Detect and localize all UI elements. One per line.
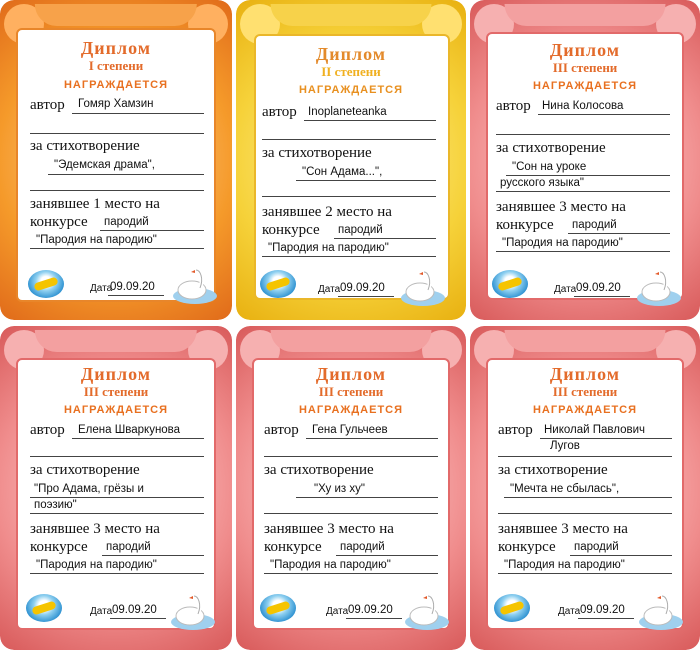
author-line-2: [496, 134, 670, 135]
place-label: занявшее 3 место на: [264, 521, 394, 537]
contest-name: "Пародия на пародию": [504, 559, 625, 571]
date-value: 09.09.20: [580, 604, 625, 616]
poem-line-2: [498, 513, 672, 514]
poem-line: [296, 180, 436, 181]
date-line: [578, 618, 634, 619]
author-label: автор: [30, 422, 65, 438]
diploma-2: [236, 0, 466, 320]
contest-label: конкурсе: [264, 539, 322, 555]
date-line: [108, 295, 164, 296]
diploma-title: Диплом: [80, 38, 152, 58]
crest-ornament: [35, 4, 197, 26]
diploma-4: [0, 326, 232, 650]
author-name: Гомяр Хамзин: [78, 98, 154, 110]
place-label: занявшее 1 место на: [30, 196, 160, 212]
crest-ornament: [505, 4, 666, 26]
diploma-title: Диплом: [549, 364, 621, 384]
contest-logo: [260, 594, 296, 622]
contest-name-line: [30, 573, 204, 574]
poem-label: за стихотворение: [30, 462, 140, 478]
contest-logo: [26, 594, 62, 622]
contest-type: пародий: [574, 541, 619, 553]
contest-name: "Пародия на пародию": [268, 242, 389, 254]
contest-label: конкурсе: [498, 539, 556, 555]
poem-title-1: "Сон на уроке: [512, 161, 587, 173]
date-value: 09.09.20: [112, 604, 157, 616]
swan-image: [170, 262, 220, 306]
diploma-1: [0, 0, 232, 320]
author-line: [306, 438, 438, 439]
contest-line: [336, 555, 438, 556]
awarded-label: НАГРАЖДАЕТСЯ: [63, 404, 169, 416]
diploma-degree: III степени: [83, 384, 149, 399]
poem-label: за стихотворение: [498, 462, 608, 478]
date-label: Дата: [326, 606, 349, 617]
date-line: [338, 296, 394, 297]
crest-ornament: [271, 330, 432, 352]
poem-line: [504, 497, 672, 498]
date-line: [110, 618, 166, 619]
poem-line: [30, 497, 204, 498]
poem-title-1: "Сон Адама...",: [302, 166, 383, 178]
diploma-3: [470, 0, 700, 320]
contest-name: "Пародия на пародию": [270, 559, 391, 571]
place-label: занявшее 3 место на: [30, 521, 160, 537]
contest-line: [570, 555, 672, 556]
poem-label: за стихотворение: [496, 140, 606, 156]
contest-logo: [28, 270, 64, 298]
date-line: [574, 296, 630, 297]
awarded-label: НАГРАЖДАЕТСЯ: [298, 404, 404, 416]
contest-line: [100, 230, 204, 231]
swan-image: [168, 588, 218, 632]
poem-line-2: [262, 196, 436, 197]
contest-name: "Пародия на пародию": [36, 559, 157, 571]
contest-type: пародий: [338, 224, 383, 236]
author-line-2: [262, 139, 436, 140]
contest-type: пародий: [106, 541, 151, 553]
place-label: занявшее 2 место на: [262, 204, 392, 220]
poem-title-1: "Мечта не сбылась",: [510, 483, 620, 495]
contest-logo: [260, 270, 296, 298]
crest-ornament: [35, 330, 197, 352]
date-label: Дата: [90, 283, 113, 294]
contest-type: пародий: [104, 216, 149, 228]
poem-line: [296, 497, 438, 498]
poem-title-1: "Эдемская драма",: [54, 159, 155, 171]
author-line: [304, 120, 436, 121]
author-line: [72, 438, 204, 439]
contest-type: пародий: [572, 219, 617, 231]
awarded-label: НАГРАЖДАЕТСЯ: [532, 80, 638, 92]
crest-ornament: [505, 330, 666, 352]
diploma-degree: III степени: [552, 60, 618, 75]
poem-title-1: "Про Адама, грёзы и: [34, 483, 144, 495]
diploma-6: [470, 326, 700, 650]
date-value: 09.09.20: [348, 604, 393, 616]
contest-name-line: [496, 251, 670, 252]
contest-name-line: [262, 256, 436, 257]
poem-title-2: русского языка": [500, 177, 585, 189]
place-label: занявшее 3 место на: [498, 521, 628, 537]
awarded-label: НАГРАЖДАЕТСЯ: [298, 84, 404, 96]
author-line-2: [264, 456, 438, 457]
diploma-5: [236, 326, 466, 650]
contest-line: [334, 238, 436, 239]
author-label: автор: [30, 97, 65, 113]
place-label: занявшее 3 место на: [496, 199, 626, 215]
date-line: [346, 618, 402, 619]
contest-label: конкурсе: [262, 222, 320, 238]
author-name: Нина Колосова: [542, 100, 624, 112]
author-label: автор: [262, 104, 297, 120]
date-label: Дата: [558, 606, 581, 617]
swan-image: [398, 264, 448, 308]
contest-label: конкурсе: [30, 539, 88, 555]
date-label: Дата: [90, 606, 113, 617]
date-value: 09.09.20: [110, 281, 155, 293]
poem-title-2: поэзию": [34, 499, 77, 511]
diploma-title: Диплом: [315, 44, 387, 64]
poem-line-2: [496, 191, 670, 192]
poem-label: за стихотворение: [262, 145, 372, 161]
poem-title-1: "Ху из ху": [314, 483, 365, 495]
author-name: Николай Павлович: [544, 424, 646, 436]
crest-ornament: [271, 4, 432, 26]
poem-line: [48, 174, 204, 175]
contest-name-line: [264, 573, 438, 574]
swan-image: [402, 588, 452, 632]
author-line-2: [498, 456, 672, 457]
contest-logo: [494, 594, 530, 622]
awarded-label: НАГРАЖДАЕТСЯ: [532, 404, 638, 416]
diploma-title: Диплом: [315, 364, 387, 384]
contest-type: пародий: [340, 541, 385, 553]
date-value: 09.09.20: [340, 282, 385, 294]
swan-image: [636, 588, 686, 632]
contest-label: конкурсе: [30, 214, 88, 230]
author-name: Inoplaneteanka: [308, 106, 387, 118]
author-label: автор: [496, 98, 531, 114]
diploma-title: Диплом: [80, 364, 152, 384]
author-line-2: [30, 133, 204, 134]
author-line: [538, 114, 670, 115]
author-name-2: Лугов: [550, 440, 580, 452]
author-line: [540, 438, 672, 439]
contest-name: "Пародия на пародию": [36, 234, 157, 246]
swan-image: [634, 264, 684, 308]
contest-name-line: [498, 573, 672, 574]
contest-line: [102, 555, 204, 556]
poem-line-2: [30, 513, 204, 514]
contest-logo: [492, 270, 528, 298]
author-line: [72, 113, 204, 114]
poem-line-2: [264, 513, 438, 514]
poem-line: [506, 175, 670, 176]
contest-name-line: [30, 248, 204, 249]
author-label: автор: [264, 422, 299, 438]
diploma-degree: II степени: [321, 64, 381, 79]
date-label: Дата: [554, 284, 577, 295]
diploma-title: Диплом: [549, 40, 621, 60]
poem-label: за стихотворение: [30, 138, 140, 154]
contest-name: "Пародия на пародию": [502, 237, 623, 249]
diploma-degree: III степени: [318, 384, 384, 399]
contest-line: [568, 233, 670, 234]
author-label: автор: [498, 422, 533, 438]
poem-label: за стихотворение: [264, 462, 374, 478]
author-name: Елена Шваркунова: [78, 424, 181, 436]
author-line-2: [30, 456, 204, 457]
diploma-degree: III степени: [552, 384, 618, 399]
date-label: Дата: [318, 284, 341, 295]
poem-line-2: [30, 190, 204, 191]
contest-label: конкурсе: [496, 217, 554, 233]
awarded-label: НАГРАЖДАЕТСЯ: [63, 79, 169, 91]
date-value: 09.09.20: [576, 282, 621, 294]
diploma-degree: I степени: [88, 58, 144, 73]
author-name: Гена Гульчеев: [312, 424, 388, 436]
